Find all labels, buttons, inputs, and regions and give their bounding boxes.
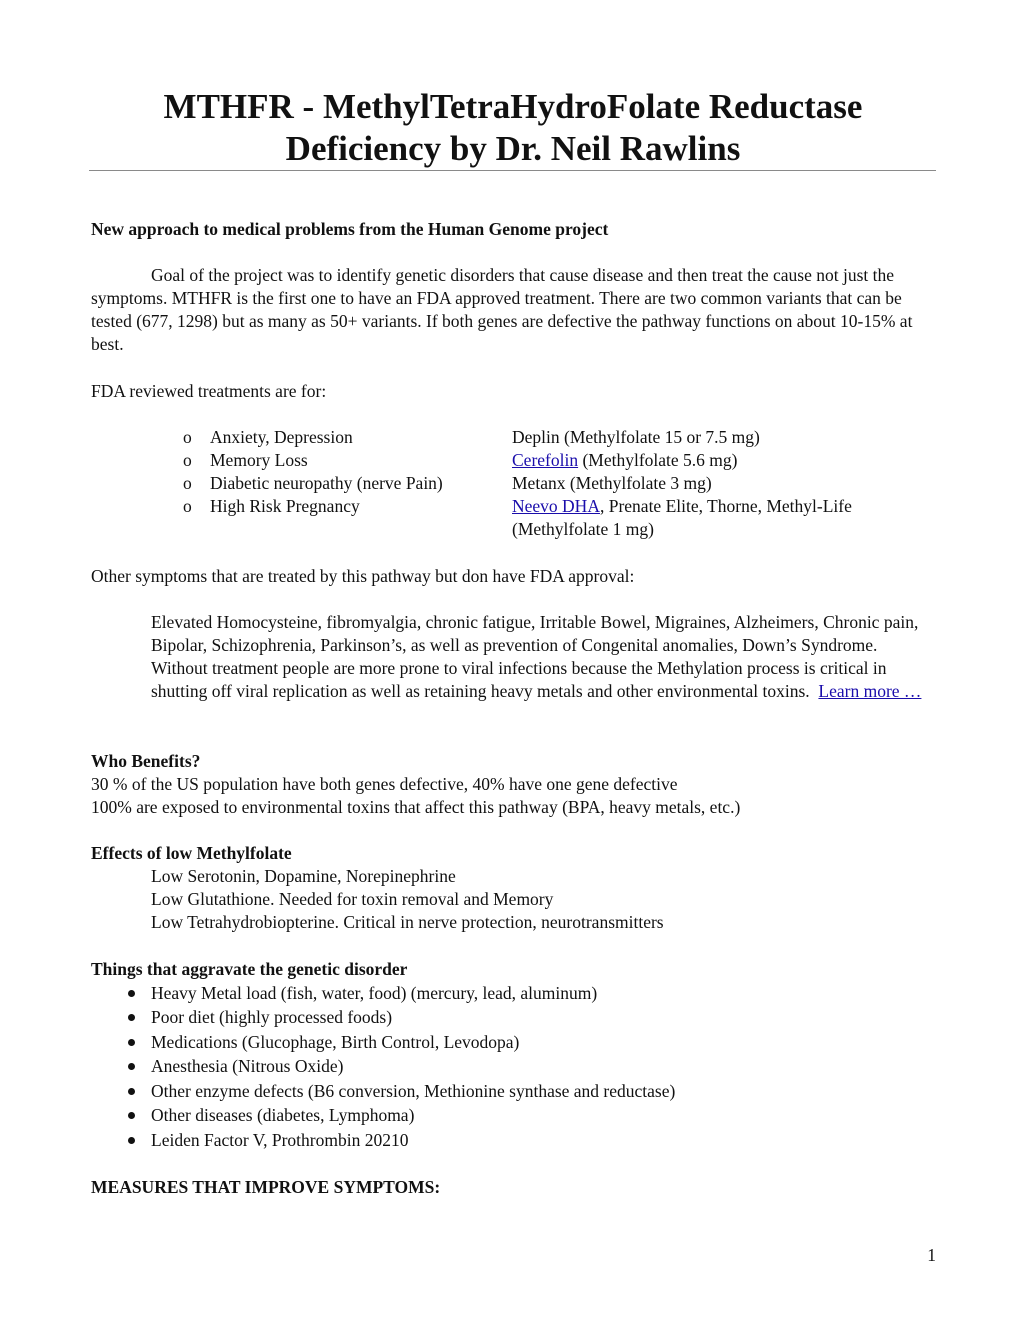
fda-row <box>91 472 936 495</box>
page-number: 1 <box>927 1245 936 1265</box>
list-marker: o <box>183 496 192 516</box>
fda-row <box>91 426 936 449</box>
measures-section <box>91 1176 936 1199</box>
other-paragraph <box>151 611 931 703</box>
fda-condition: Anxiety, Depression <box>210 427 353 447</box>
list-item-text: Heavy Metal load (fish, water, food) (mercury, lead, aluminum) <box>151 982 598 1003</box>
benefits-heading: Who Benefits? <box>91 751 201 771</box>
fda-medication-text: (Methylfolate 5.6 mg) <box>578 450 738 470</box>
list-marker: o <box>183 450 192 470</box>
other-intro-block <box>91 565 936 588</box>
fda-medication-text: , Prenate Elite, Thorne, Methyl-Life <box>599 496 852 516</box>
fda-row <box>91 449 936 472</box>
bullet-icon <box>91 1088 151 1095</box>
fda-intro-block <box>91 380 936 403</box>
list-item-text: Leiden Factor V, Prothrombin 20210 <box>151 1129 409 1150</box>
neevo-dha-link[interactable]: Neevo DHA <box>512 496 600 516</box>
intro-heading: New approach to medical problems from the Human Genome project <box>91 219 609 239</box>
list-item <box>91 1104 936 1129</box>
fda-condition: High Risk Pregnancy <box>210 496 360 516</box>
title-line-1: MTHFR - MethylTetraHydroFolate Reductase <box>163 87 863 126</box>
bullet-icon <box>91 1039 151 1046</box>
list-item-text: Anesthesia (Nitrous Oxide) <box>151 1056 344 1077</box>
fda-medication <box>512 426 932 449</box>
effects-item: Low Serotonin, Dopamine, Norepinephrine <box>151 866 456 886</box>
bullet-icon <box>91 1137 151 1144</box>
intro-paragraph: Goal of the project was to identify genetic disorders that cause disease and then treat the cause not just the symptoms. MTHFR is the first one to have an FDA approved treatment. There are two common variants that can be tested (677, 1298) but as many as 50+ variants. If both genes are defective the pathway functions on about 10-15% at best. <box>91 265 913 354</box>
measures-heading: MEASURES THAT IMPROVE SYMPTOMS: <box>91 1177 441 1197</box>
fda-row <box>91 495 936 518</box>
list-item <box>91 1006 936 1031</box>
fda-medication-continuation: (Methylfolate 1 mg) <box>512 519 654 539</box>
list-marker: o <box>183 427 192 447</box>
fda-medication-text: Metanx (Methylfolate 3 mg) <box>512 473 712 493</box>
other-intro: Other symptoms that are treated by this pathway but don have FDA approval: <box>91 566 635 586</box>
list-marker: o <box>183 473 192 493</box>
list-item <box>91 1030 936 1055</box>
intro-section <box>91 218 936 241</box>
learn-more-link[interactable]: Learn more … <box>818 681 922 701</box>
page-title <box>90 86 936 170</box>
list-item <box>91 1055 936 1080</box>
other-paragraph-block <box>151 611 931 703</box>
bullet-icon <box>91 990 151 997</box>
fda-row-continuation <box>91 518 936 541</box>
aggravate-section <box>91 958 936 1153</box>
fda-condition: Memory Loss <box>210 450 308 470</box>
benefits-line: 30 % of the US population have both genes defective, 40% have one gene defective <box>91 774 678 794</box>
cerefolin-link[interactable]: Cerefolin <box>512 450 579 470</box>
intro-paragraph-block <box>91 264 936 356</box>
list-item <box>91 1079 936 1104</box>
list-item-text: Poor diet (highly processed foods) <box>151 1007 393 1028</box>
effects-section <box>91 842 936 934</box>
list-item-text: Medications (Glucophage, Birth Control, Levodopa) <box>151 1031 520 1052</box>
other-paragraph-text: Elevated Homocysteine, fibromyalgia, chronic fatigue, Irritable Bowel, Migraines, Alzheimers, Chronic pain, Bipolar, Schizophrenia, Parkinson’s, as well as prevention of Congenital anomalies, Down’s Syndrome. Without treatment people are more prone to viral infections because the Methylation process is critical in shutting off viral replication as well as retaining heavy metals and other environmental toxins. <box>151 612 919 701</box>
fda-medication <box>512 472 932 495</box>
effects-item: Low Tetrahydrobiopterine. Critical in nerve protection, neurotransmitters <box>151 912 664 932</box>
fda-treatment-list <box>91 426 936 541</box>
aggravate-list <box>91 981 936 1153</box>
fda-medication <box>512 449 932 472</box>
fda-intro: FDA reviewed treatments are for: <box>91 381 327 401</box>
fda-medication-text: Deplin (Methylfolate 15 or 7.5 mg) <box>512 427 760 447</box>
benefits-section <box>91 750 936 819</box>
bullet-icon <box>91 1014 151 1021</box>
aggravate-heading: Things that aggravate the genetic disorder <box>91 959 408 979</box>
bullet-icon <box>91 1112 151 1119</box>
list-item-text: Other diseases (diabetes, Lymphoma) <box>151 1105 415 1126</box>
bullet-icon <box>91 1063 151 1070</box>
list-item <box>91 1128 936 1153</box>
title-line-2: Deficiency by Dr. Neil Rawlins <box>285 129 741 168</box>
fda-medication <box>512 495 932 518</box>
list-item-text: Other enzyme defects (B6 conversion, Methionine synthase and reductase) <box>151 1080 676 1101</box>
effects-item: Low Glutathione. Needed for toxin removal and Memory <box>151 889 554 909</box>
fda-condition: Diabetic neuropathy (nerve Pain) <box>210 473 443 493</box>
effects-heading: Effects of low Methylfolate <box>91 843 292 863</box>
title-divider <box>89 170 936 171</box>
list-item <box>91 981 936 1006</box>
benefits-line: 100% are exposed to environmental toxins that affect this pathway (BPA, heavy metals, etc.) <box>91 797 741 817</box>
